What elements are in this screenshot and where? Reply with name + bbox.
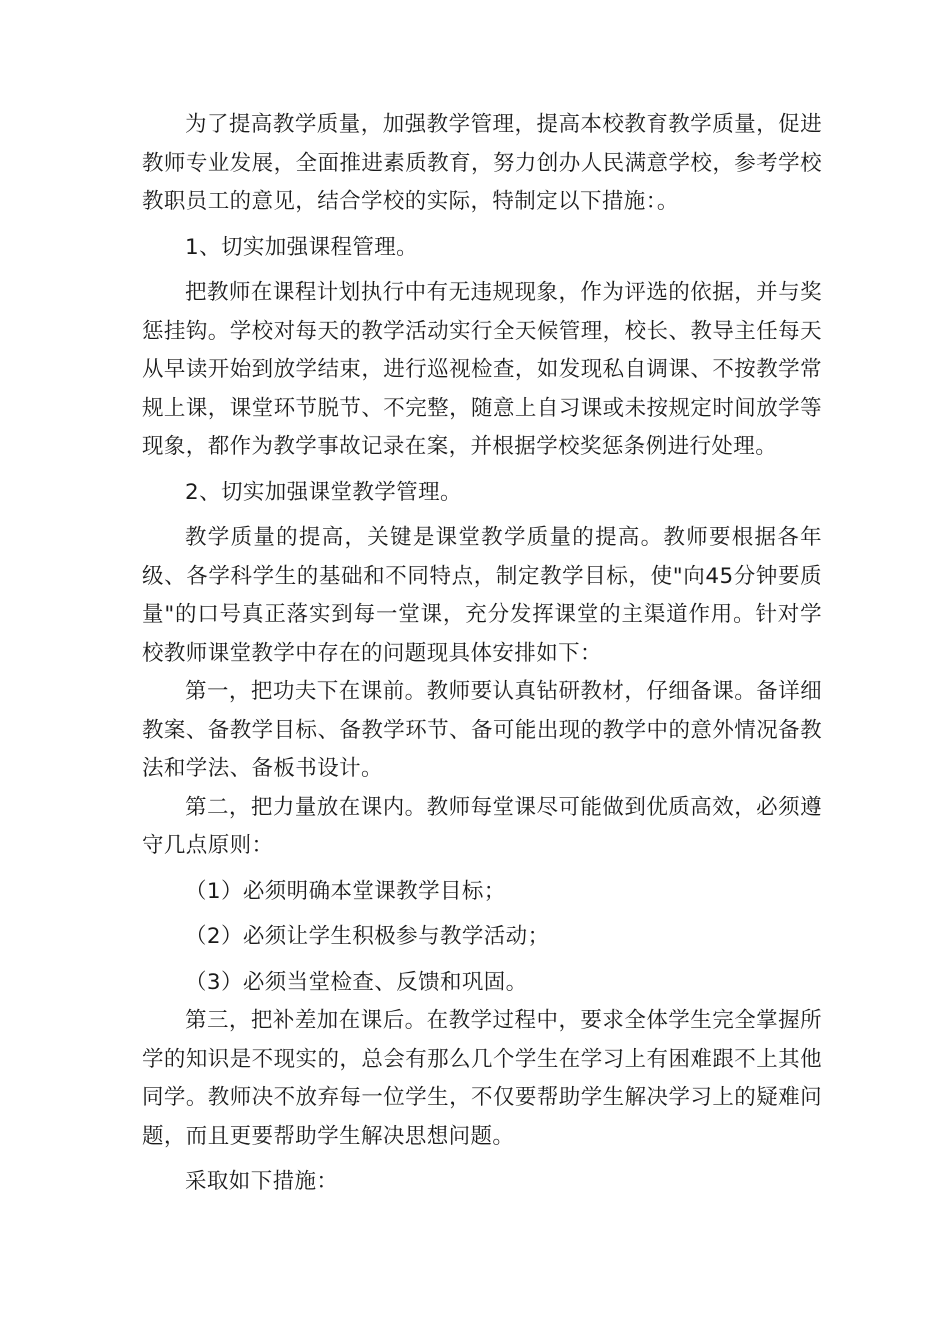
- section-heading-course-management: 1、切实加强课程管理。: [185, 234, 419, 260]
- third-measure-paragraph: 第三，把补差加在课后。在教学过程中，要求全体学生完全掌握所学的知识是不现实的，总会有那么几个学生在学习上有困难跟不上其他同学。教师决不放弃每一位学生，不仅要帮助学生解决学习上的疑难问题，而且更要帮助学生解决思想问题。: [142, 1008, 822, 1149]
- intro-paragraph: 为了提高教学质量，加强教学管理，提高本校教育教学质量，促进教师专业发展，全面推进素质教育，努力创办人民满意学校，参考学校教职员工的意见，结合学校的实际，特制定以下措施：。: [142, 112, 822, 214]
- course-management-paragraph: 把教师在课程计划执行中有无违规现象，作为评选的依据，并与奖惩挂钩。学校对每天的教学活动实行全天候管理，校长、教导主任每天从早读开始到放学结束，进行巡视检查，如发现私自调课、不按教学常规上课，课堂环节脱节、不完整，随意上自习课或未按规定时间放学等现象，都作为教学事故记录在案，并根据学校奖惩条例进行处理。: [142, 280, 822, 459]
- principle-item-3: （3）必须当堂检查、反馈和巩固。: [185, 969, 528, 995]
- measures-heading: 采取如下措施：: [185, 1169, 339, 1194]
- section-heading-classroom-management: 2、切实加强课堂教学管理。: [185, 479, 462, 505]
- first-measure-paragraph: 第一，把功夫下在课前。教师要认真钻研教材，仔细备课。备详细教案、备教学目标、备教学环节、备可能出现的教学中的意外情况备教法和学法、备板书设计。: [142, 679, 822, 781]
- principle-item-2: （2）必须让学生积极参与教学活动；: [185, 924, 550, 949]
- document-page: [142, 106, 822, 1202]
- second-measure-paragraph: 第二，把力量放在课内。教师每堂课尽可能做到优质高效，必须遵守几点原则：: [142, 794, 822, 858]
- classroom-quality-paragraph: 教学质量的提高，关键是课堂教学质量的提高。教师要根据各年级、各学科学生的基础和不同特点，制定教学目标，使"向45分钟要质量"的口号真正落实到每一堂课，充分发挥课堂的主渠道作用。针对学校教师课堂教学中存在的问题现具体安排如下：: [142, 525, 822, 666]
- principle-item-1: （1）必须明确本堂课教学目标；: [185, 878, 506, 904]
